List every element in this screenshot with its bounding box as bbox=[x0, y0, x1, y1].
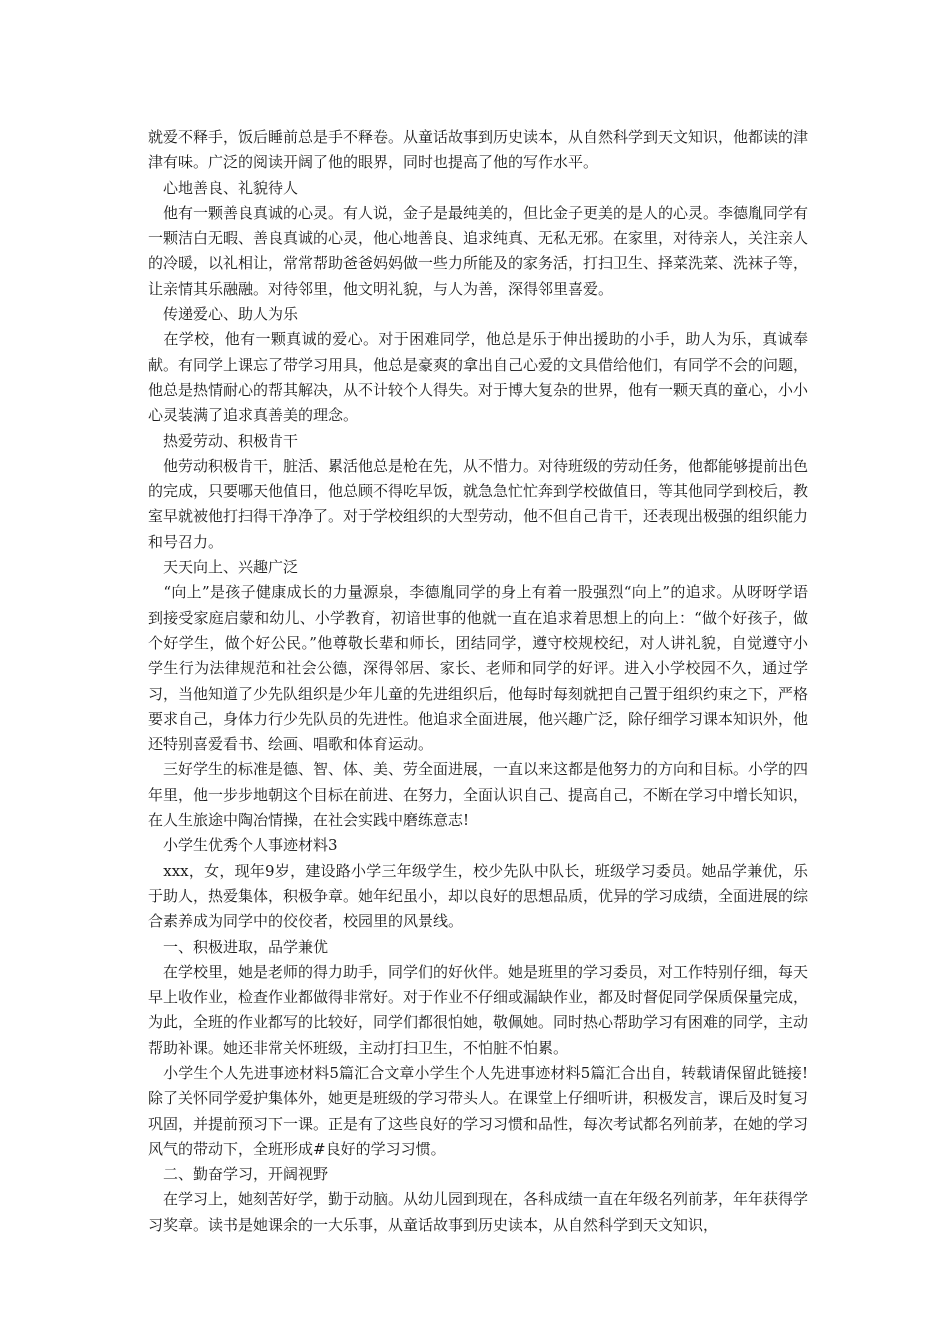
paragraph: 三好学生的标准是德、智、体、美、劳全面进展，一直以来这都是他努力的方向和目标。小学的四年里，他一步步地朝这个目标在前进、在努力，全面认识自己、提高自己，不断在学习中增长知识，在人生旅途中陶冶情操，在社会实践中磨练意志! bbox=[148, 760, 809, 830]
paragraph: 他劳动积极肯干，脏活、累活他总是枪在先，从不惜力。对待班级的劳动任务，他都能够提前出色的完成，只要哪天他值日，他总顾不得吃早饭，就急急忙忙奔到学校做值日，等其他同学到校后，教室早就被他打扫得干净净了。对于学校组织的大型劳动，他不但自己肯干，还表现出极强的组织能力和号召力。 bbox=[148, 456, 809, 551]
paragraph: 在学习上，她刻苦好学，勤于动脑。从幼儿园到现在，各科成绩一直在年级名列前茅，年年获得学习奖章。读书是她课余的一大乐事，从童话故事到历史读本，从自然科学到天文知识， bbox=[148, 1190, 809, 1234]
paragraph: 在学校里，她是老师的得力助手，同学们的好伙伴。她是班里的学习委员，对工作特别仔细，每天早上收作业，检查作业都做得非常好。对于作业不仔细或漏缺作业，都及时督促同学保质保量完成，为此，全班的作业都写的比较好，同学们都很怕她，敬佩她。同时热心帮助学习有困难的同学，主动帮助补课。她还非常关怀班级，主动打扫卫生，不怕脏不怕累。 bbox=[148, 962, 809, 1057]
document-page bbox=[148, 125, 808, 1238]
section-heading: 小学生优秀个人事迹材料3 bbox=[148, 836, 338, 855]
paragraph: 在学校，他有一颗真诚的爱心。对于困难同学，他总是乐于伸出援助的小手，助人为乐，真诚奉献。有同学上课忘了带学习用具，他总是豪爽的拿出自己心爱的文具借给他们，有同学不会的问题，他总是热情耐心的帮其解决，从不计较个人得失。对于博大复杂的世界，他有一颗天真的童心，小小心灵装满了追求真善美的理念。 bbox=[148, 330, 809, 425]
paragraph: “向上”是孩子健康成长的力量源泉，李德胤同学的身上有着一股强烈“向上”的追求。从呀呀学语到接受家庭启蒙和幼儿、小学教育，初谙世事的他就一直在追求着思想上的向上：“做个好孩子，做个好学生，做个好公民。”他尊敬长辈和师长，团结同学，遵守校规校纪，对人讲礼貌，自觉遵守小学生行为法律规范和社会公德，深得邻居、家长、老师和同学的好评。进入小学校园不久，通过学习，当他知道了少先队组织是少年儿童的先进组织后，他每时每刻就把自己置于组织约束之下，严格要求自己，身体力行少先队员的先进性。他追求全面进展，他兴趣广泛，除仔细学习课本知识外，他还特别喜爱看书、绘画、唱歌和体育运动。 bbox=[148, 583, 809, 754]
paragraph: 他有一颗善良真诚的心灵。有人说，金子是最纯美的，但比金子更美的是人的心灵。李德胤同学有一颗洁白无暇、善良真诚的心灵，他心地善良、追求纯真、无私无邪。在家里，对待亲人，关注亲人的冷暖，以礼相让，常常帮助爸爸妈妈做一些力所能及的家务活，打扫卫生、择菜洗菜、洗袜子等，让亲情其乐融融。对待邻里，他文明礼貌，与人为善，深得邻里喜爱。 bbox=[148, 203, 809, 298]
section-heading: 天天向上、兴趣广泛 bbox=[148, 558, 299, 577]
section-heading: 心地善良、礼貌待人 bbox=[148, 178, 299, 197]
section-heading: 热爱劳动、积极肯干 bbox=[148, 431, 299, 450]
paragraph: 就爱不释手，饭后睡前总是手不释卷。从童话故事到历史读本，从自然科学到天文知识，他都读的津津有味。广泛的阅读开阔了他的眼界，同时也提高了他的写作水平。 bbox=[148, 128, 809, 172]
section-heading: 二、勤奋学习，开阔视野 bbox=[148, 1165, 329, 1184]
paragraph: xxx，女，现年9岁，建设路小学三年级学生，校少先队中队长，班级学习委员。她品学兼优，乐于助人，热爱集体，积极争章。她年纪虽小，却以良好的思想品质，优异的学习成绩，全面进展的综合素养成为同学中的佼佼者，校园里的风景线。 bbox=[148, 861, 809, 931]
section-heading: 传递爱心、助人为乐 bbox=[148, 305, 299, 324]
paragraph: 小学生个人先进事迹材料5篇汇合文章小学生个人先进事迹材料5篇汇合出自，转载请保留此链接!除了关怀同学爱护集体外，她更是班级的学习带头人。在课堂上仔细听讲，积极发言，课后及时复习巩固，并提前预习下一课。正是有了这些良好的学习习惯和品性，每次考试都名列前茅，在她的学习风气的带动下，全班形成#良好的学习习惯。 bbox=[148, 1063, 809, 1158]
section-heading: 一、积极进取，品学兼优 bbox=[148, 937, 329, 956]
